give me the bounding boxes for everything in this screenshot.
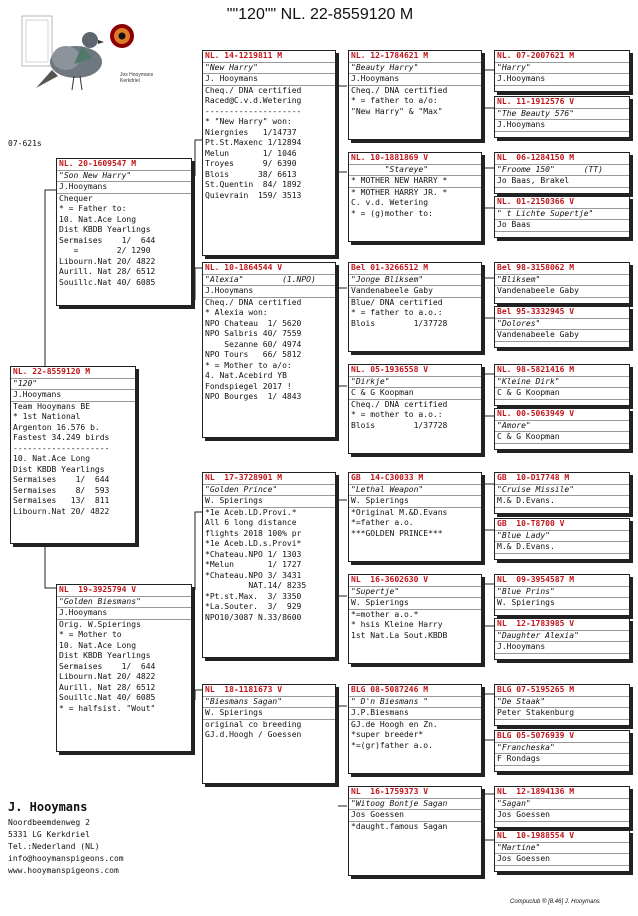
ring-number: NL. 00-5063949 V: [495, 409, 629, 421]
ring-number: BLG 05-5076939 V: [495, 731, 629, 743]
pedigree-card-dd: [202, 684, 336, 784]
detail-line: *Chateau.NPO 1/ 1303: [205, 549, 302, 559]
owner-name: Jo Baas: [495, 220, 629, 232]
pigeon-name: "De Staak": [495, 697, 629, 709]
owner-name: M.& D.Evans.: [495, 542, 629, 554]
detail-line: * 1st National: [13, 412, 81, 421]
owner-name: J.P.Biesmans: [349, 708, 481, 720]
ring-number: NL 12-1783985 V: [495, 619, 629, 631]
pedigree-card-sire: [56, 158, 192, 306]
detail-line: Aurill. Nat 28/ 6512: [59, 682, 156, 692]
detail-line: *1e Aceb.LD.s.Provi*: [205, 539, 302, 548]
pigeon-name: "Witoog Bontje Sagan: [349, 799, 481, 811]
pigeon-name: "Beauty Harry": [349, 63, 481, 75]
pigeon-name: "Dolores": [495, 319, 629, 331]
pedigree-card-g7: [494, 364, 630, 406]
detail-line: Blois 1/37728: [351, 420, 448, 430]
detail-line: Cheq./ DNA certified: [205, 85, 302, 95]
detail-line: GJ.d.Hoogh / Goessen: [205, 730, 302, 739]
pedigree-card-g14: [494, 730, 630, 772]
detail-line: *Original M.&D.Evans: [351, 507, 448, 517]
owner-name: Vandenabeele Gaby: [495, 330, 629, 342]
pigeon-name: "Supertje": [349, 587, 481, 599]
pigeon-name: "Francheska": [495, 743, 629, 755]
pigeon-name: "Sagan": [495, 799, 629, 811]
pigeon-name: "Harry": [495, 63, 629, 75]
owner-name: Vandenabeele Gaby: [495, 286, 629, 298]
pedigree-card-g9: [494, 472, 630, 514]
breeder-address-city: 5331 LG Kerkdriel: [8, 830, 90, 839]
detail-line: *=(gr)father a.o.: [351, 740, 433, 750]
pigeon-name: "120": [11, 379, 135, 391]
ring-number: NL. 11-1912576 V: [495, 97, 629, 109]
ring-number: NL 16-1759373 V: [349, 787, 481, 799]
detail-line: * = Father to:: [59, 204, 127, 213]
pedigree-card-g10: [494, 518, 630, 560]
detail-line: *super breeder*: [351, 730, 424, 739]
owner-name: Peter Stakenburg: [495, 708, 629, 720]
owner-name: M.& D.Evans.: [495, 496, 629, 508]
pigeon-name: " D'n Biesmans ": [349, 697, 481, 709]
ring-number: BLG 08-5087246 M: [349, 685, 481, 697]
ring-number: GB 10-D17748 M: [495, 473, 629, 485]
pigeon-name: "Amore": [495, 421, 629, 433]
ring-number: NL. 14-1219811 M: [203, 51, 335, 63]
owner-name: J.Hooymans: [495, 120, 629, 132]
pigeon-name: "Daughter Alexia": [495, 631, 629, 643]
detail-line: Souillc.Nat 40/ 6085: [59, 693, 156, 702]
pigeon-name: "Jonge Bliksem": [349, 275, 481, 287]
pigeon-name: "Golden Biesmans": [57, 597, 191, 609]
detail-line: C. v.d. Wetering: [351, 198, 429, 207]
pedigree-card-g15: [494, 786, 630, 828]
detail-line: 4. Nat.Acebird YB: [205, 371, 287, 380]
detail-line: * = (g)mother to:: [351, 208, 433, 218]
pigeon-name: "Kleine Dirk": [495, 377, 629, 389]
detail-line: * Alexia won:: [205, 308, 268, 317]
detail-line: NPO Chateau 1/ 5620: [205, 318, 302, 328]
pedigree-card-sss: [348, 50, 482, 140]
ring-number: NL 16-3602630 V: [349, 575, 481, 587]
ring-number: Bel 98-3158062 M: [495, 263, 629, 275]
reference-code: 07-621s: [8, 139, 42, 148]
detail-line: *=mother a.o.*: [351, 609, 419, 619]
owner-name: J.Hooymans: [57, 608, 191, 620]
breeder-email[interactable]: info@hooymanspigeons.com: [8, 854, 124, 863]
pedigree-card-g5: [494, 262, 630, 304]
detail-line: 10. Nat.Ace Long: [13, 454, 91, 463]
detail-line: Sermaises 1/ 644: [59, 661, 156, 671]
pedigree-card-ddd: [348, 786, 482, 876]
photo-caption: Jos Hooymans Kerkdriel: [120, 72, 154, 84]
pedigree-card-sds: [348, 262, 482, 352]
owner-name: J.Hooymans: [349, 74, 481, 86]
detail-line: Sezanne 60/ 4974: [205, 339, 302, 349]
owner-name: J. Hooymans: [203, 74, 335, 86]
owner-name: W. Spierings: [349, 598, 481, 610]
owner-name: J.Hooymans: [11, 390, 135, 402]
detail-line: Dist KBDB Yearlings: [59, 651, 151, 660]
pedigree-card-g16: [494, 830, 630, 872]
ring-number: NL 18-1181673 V: [203, 685, 335, 697]
pedigree-card-ss: [202, 50, 336, 256]
ring-number: NL 09-3954587 M: [495, 575, 629, 587]
detail-line: Argenton 16.576 b.: [13, 422, 100, 432]
detail-line: Cheq./ DNA certified: [351, 85, 448, 95]
detail-line: Blue/ DNA certified: [351, 297, 443, 307]
owner-name: W. Spierings: [349, 496, 481, 508]
pigeon-name: "Alexia" (1.NPO): [203, 275, 335, 287]
detail-line: Chequer: [59, 193, 93, 203]
owner-name: C & G Koopman: [495, 432, 629, 444]
detail-line: Sermaises 8/ 593: [13, 485, 110, 495]
detail-line: NPO Tours 66/ 5812: [205, 350, 302, 359]
detail-line: Dist KBDB Yearlings: [13, 464, 105, 474]
ring-number: NL. 20-1609547 M: [57, 159, 191, 171]
detail-line: * hsis Kleine Harry: [351, 620, 443, 629]
owner-name: Jos Goessen: [495, 854, 629, 866]
ring-number: NL. 01-2150366 V: [495, 197, 629, 209]
pedigree-card-g6: [494, 306, 630, 348]
pedigree-card-dsd: [348, 574, 482, 664]
detail-line: * = father to a/o:: [351, 96, 438, 105]
detail-line: 10. Nat.Ace Long: [59, 214, 137, 224]
breeder-name: J. Hooymans: [8, 800, 88, 814]
owner-name: Jos Goessen: [349, 810, 481, 822]
detail-line: * = halfsist. "Wout": [59, 703, 156, 713]
owner-name: C & G Koopman: [495, 388, 629, 400]
detail-line: Fondspiegel 2017 !: [205, 381, 292, 391]
detail-line: NPO Salbris 40/ 7559: [205, 329, 302, 338]
pedigree-card-dds: [348, 684, 482, 774]
detail-line: * = father to a.o.:: [351, 308, 443, 317]
pigeon-name: "Froome 150" (TT): [495, 165, 629, 177]
ring-number: NL. 22-8559120 M: [11, 367, 135, 379]
owner-name: C & G Koopman: [349, 388, 481, 400]
pigeon-name: "Cruise Missile": [495, 485, 629, 497]
detail-line: Dist KBDB Yearlings: [59, 225, 151, 234]
pigeon-name: "Golden Prince": [203, 485, 335, 497]
ring-number: NL 10-1988554 V: [495, 831, 629, 843]
pedigree-card-g11: [494, 574, 630, 616]
detail-line: --------------------: [13, 443, 110, 453]
owner-name: J.Hooymans: [203, 286, 335, 298]
detail-line: Sermaises 1/ 644: [59, 235, 156, 245]
pigeon-name: "Martine": [495, 843, 629, 855]
breeder-address-street: Noordbeemdenweg 2: [8, 818, 90, 827]
detail-line: *Melun 1/ 1727: [205, 560, 302, 569]
ring-number: BLG 07-5195265 M: [495, 685, 629, 697]
owner-name: J.Hooymans: [495, 74, 629, 86]
ring-number: NL. 10-1864544 V: [203, 263, 335, 275]
detail-line: * MOTHER HARRY JR. *: [351, 187, 448, 197]
ring-number: Bel 95-3332945 V: [495, 307, 629, 319]
pedigree-card-g13: [494, 684, 630, 726]
detail-line: 10. Nat.Ace Long: [59, 640, 137, 650]
owner-name: * MOTHER NEW HARRY *: [349, 176, 481, 188]
detail-line: = 2/ 1290: [59, 246, 151, 255]
pigeon-name: "Lethal Weapon": [349, 485, 481, 497]
detail-line: Sermaises 13/ 811: [13, 496, 110, 505]
ring-number: NL. 12-1784621 M: [349, 51, 481, 63]
detail-line: Aurill. Nat 28/ 6512: [59, 267, 156, 276]
detail-line: Blois 38/ 6613: [205, 169, 297, 179]
detail-line: * = mother to a.o.:: [351, 410, 443, 419]
detail-line: * = Mother to a/o:: [205, 360, 292, 370]
owner-name: W. Spierings: [495, 598, 629, 610]
detail-line: NPO10/3087 N.33/8600: [205, 612, 302, 622]
detail-line: All 6 long distance: [205, 518, 297, 527]
detail-line: Troyes 9/ 6390: [205, 159, 297, 168]
pedigree-card-g8: [494, 408, 630, 450]
detail-line: *1e Aceb.LD.Provi.*: [205, 507, 297, 517]
compuclub-credit: Compuclub ® [8.46] J. Hooymans: [510, 899, 600, 905]
detail-line: original co breeding: [205, 719, 302, 729]
detail-line: Libourn.Nat 20/ 4822: [59, 256, 156, 266]
pedigree-card-dam: [56, 584, 192, 752]
detail-line: Libourn.Nat 20/ 4822: [59, 672, 156, 681]
pedigree-card-dss: [348, 472, 482, 562]
detail-line: Blois 1/37728: [351, 318, 448, 328]
detail-line: "New Harry" & "Max": [351, 106, 443, 116]
detail-line: --------------------: [205, 106, 302, 116]
owner-name: W. Spierings: [203, 708, 335, 720]
detail-line: *Pt.st.Max. 3/ 3350: [205, 591, 302, 601]
owner-name: F Rondags: [495, 754, 629, 766]
pedigree-card-g3: [494, 152, 630, 194]
pedigree-card-g1: [494, 50, 630, 92]
ring-number: NL. 98-5821416 M: [495, 365, 629, 377]
detail-line: St.Quentin 84/ 1892: [205, 180, 302, 189]
ring-number: Bel 01-3266512 M: [349, 263, 481, 275]
ring-number: GB 10-T8700 V: [495, 519, 629, 531]
pedigree-card-g4: [494, 196, 630, 238]
detail-line: * "New Harry" won:: [205, 117, 292, 126]
owner-name: J.Hooymans: [57, 182, 191, 194]
owner-name: Jo Baas, Brakel: [495, 176, 629, 188]
detail-line: NAT.14/ 8235: [205, 581, 307, 590]
ring-number: NL 17-3728901 M: [203, 473, 335, 485]
detail-line: Melun 1/ 1046: [205, 148, 297, 158]
pedigree-card-g12: [494, 618, 630, 660]
breeder-website[interactable]: www.hooymanspigeons.com: [8, 866, 119, 875]
page-title: ""120"" NL. 22-8559120 M: [226, 6, 414, 23]
detail-line: Cheq./ DNA certified: [351, 399, 448, 409]
pedigree-card-ssd: [348, 152, 482, 242]
pigeon-name: "New Harry": [203, 63, 335, 75]
detail-line: 1st Nat.La Sout.KBDB: [351, 630, 448, 640]
pigeon-name: "Dirkje": [349, 377, 481, 389]
detail-line: * = Mother to: [59, 630, 122, 639]
detail-line: Libourn.Nat 20/ 4822: [13, 506, 110, 516]
detail-line: Sermaises 1/ 644: [13, 475, 110, 484]
detail-line: *La.Souter. 3/ 929: [205, 602, 302, 611]
detail-line: Souillc.Nat 40/ 6085: [59, 277, 156, 287]
pedigree-card-subject: [10, 366, 136, 544]
detail-line: Cheq./ DNA certified: [205, 297, 302, 307]
detail-line: Fastest 34.249 birds: [13, 433, 110, 442]
owner-name: W. Spierings: [203, 496, 335, 508]
pigeon-name: "Biesmans Sagan": [203, 697, 335, 709]
detail-line: NPO Bourges 1/ 4843: [205, 392, 302, 401]
detail-line: Orig. W.Spierings: [59, 619, 141, 629]
ring-number: NL. 05-1936558 V: [349, 365, 481, 377]
detail-line: Pt.St.Maxenc 1/12894: [205, 138, 302, 147]
detail-line: flights 2018 100% pr: [205, 528, 302, 538]
owner-name: Jos Goessen: [495, 810, 629, 822]
pedigree-card-sdd: [348, 364, 482, 454]
pigeon-name: "Son New Harry": [57, 171, 191, 183]
ring-number: NL 06-1284150 M: [495, 153, 629, 165]
ring-number: NL 12-1894136 M: [495, 787, 629, 799]
detail-line: Niergnies 1/14737: [205, 127, 297, 137]
pedigree-card-g2: [494, 96, 630, 138]
detail-line: Quievrain 159/ 3513: [205, 190, 302, 200]
detail-line: ***GOLDEN PRINCE***: [351, 528, 443, 538]
ring-number: NL 19-3925794 V: [57, 585, 191, 597]
ring-number: NL. 10-1881869 V: [349, 153, 481, 165]
pigeon-name: "Blue Prins": [495, 587, 629, 599]
breeder-phone: Tel.:Nederland (NL): [8, 842, 100, 851]
pigeon-name: "Blue Lady": [495, 531, 629, 543]
detail-line: *Chateau.NPO 3/ 3431: [205, 570, 302, 580]
detail-line: *=father a.o.: [351, 518, 414, 527]
owner-name: J.Hooymans: [495, 642, 629, 654]
detail-line: Raced@C.v.d.Wetering: [205, 96, 302, 105]
ring-number: NL. 07-2007621 M: [495, 51, 629, 63]
pigeon-name: "Bliksem": [495, 275, 629, 287]
pigeon-name: "The Beauty 576": [495, 109, 629, 121]
pigeon-name: " t Lichte Supertje": [495, 209, 629, 221]
ring-number: GB 14-C30033 M: [349, 473, 481, 485]
pedigree-card-sd: [202, 262, 336, 438]
detail-line: Team Hooymans BE: [13, 401, 91, 411]
detail-line: GJ.de Hoogh en Zn.: [351, 719, 438, 729]
pedigree-card-ds: [202, 472, 336, 658]
owner-name: Vandenabeele Gaby: [349, 286, 481, 298]
detail-line: *daught.famous Sagan: [351, 821, 448, 831]
pigeon-name: "Stareye": [349, 165, 481, 177]
